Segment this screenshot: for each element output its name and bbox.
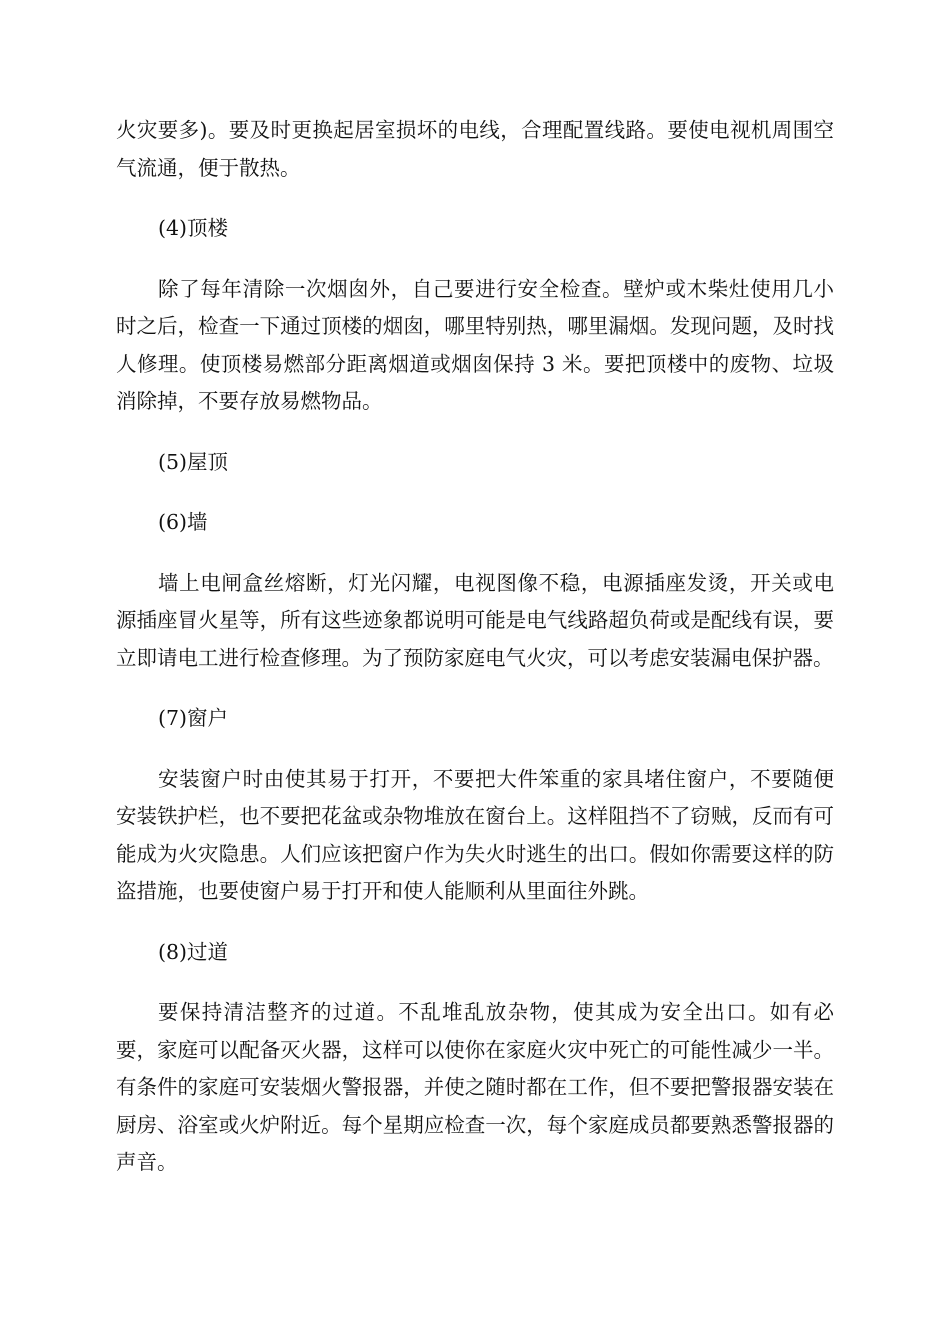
section-heading-hallway: (8)过道 [158,939,229,964]
section-heading-roof: (5)屋顶 [158,449,229,474]
paragraph-tv-safety: 火灾要多)。要及时更换起居室损坏的电线，合理配置线路。要使电视机周围空气流通，便于散热。 [116,118,834,180]
document-page [116,112,834,1205]
section-heading-wall: (6)墙 [158,510,208,534]
section-heading-attic: (4)顶楼 [158,216,229,240]
paragraph-attic: 除了每年清除一次烟囱外，自己要进行安全检查。壁炉或木柴灶使用几小时之后，检查一下通过顶楼的烟囱，哪里特别热，哪里漏烟。发现问题，及时找人修理。使顶楼易燃部分距离烟道或烟囱保持 3 米。要把顶楼中的废物、垃圾消除掉，不要存放易燃物品。 [116,276,834,413]
paragraph-window: 安装窗户时由使其易于打开，不要把大件笨重的家具堵住窗户，不要随便安装铁护栏，也不要把花盆或杂物堆放在窗台上。这样阻挡不了窃贼，反而有可能成为火灾隐患。人们应该把窗户作为失火时逃生的出口。假如你需要这样的防盗措施，也要使窗户易于打开和使人能顺利从里面往外跳。 [116,766,834,903]
paragraph-wall: 墙上电闸盒丝熔断，灯光闪耀，电视图像不稳，电源插座发烫，开关或电源插座冒火星等，所有这些迹象都说明可能是电气线路超负荷或是配线有误，要立即请电工进行检查修理。为了预防家庭电气火灾，可以考虑安装漏电保护器。 [116,570,834,670]
section-heading-window: (7)窗户 [158,706,229,730]
paragraph-hallway: 要保持清洁整齐的过道。不乱堆乱放杂物，使其成为安全出口。如有必要，家庭可以配备灭火器，这样可以使你在家庭火灾中死亡的可能性减少一半。有条件的家庭可安装烟火警报器，并使之随时都在工作，但不要把警报器安装在厨房、浴室或火炉附近。每个星期应检查一次，每个家庭成员都要熟悉警报器的声音。 [116,1000,834,1174]
